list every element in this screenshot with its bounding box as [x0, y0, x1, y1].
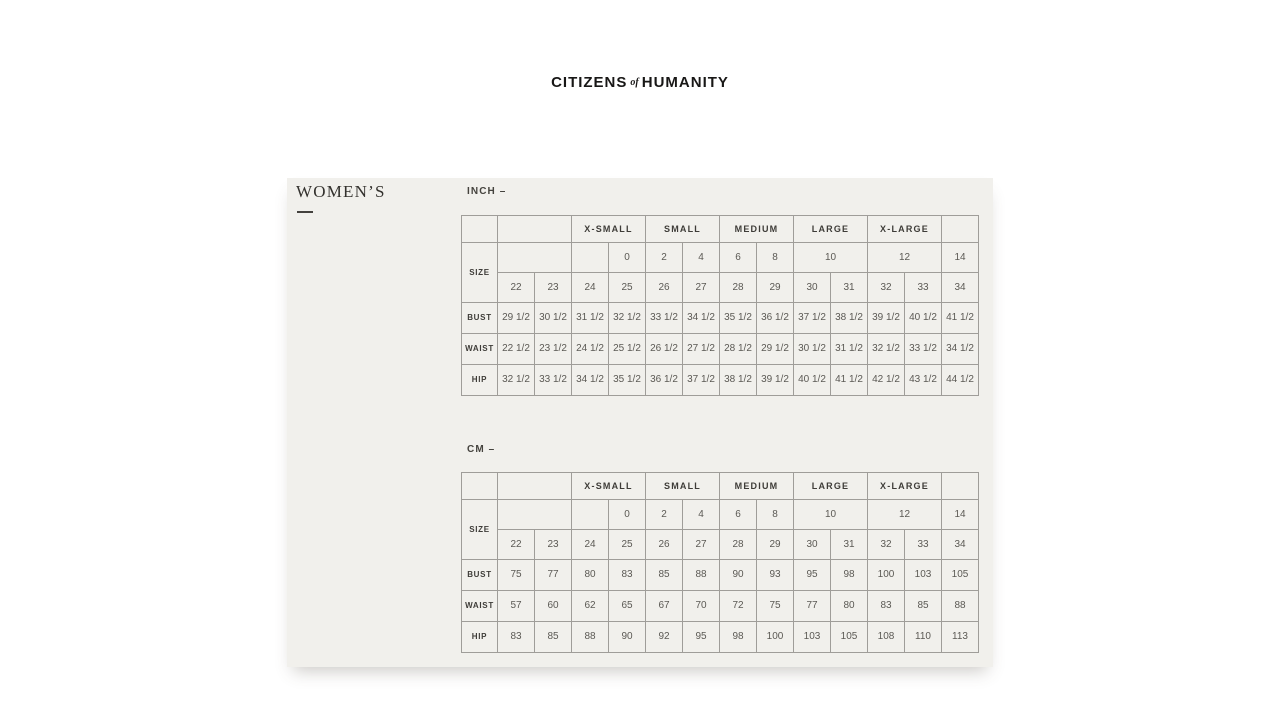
charts-area — [461, 178, 986, 667]
measurement-label-bust: BUST — [462, 560, 498, 591]
measurement-value-cell: 77 — [535, 560, 572, 591]
waist-size-23: 23 — [535, 530, 572, 560]
waist-size-30: 30 — [794, 273, 831, 303]
waist-size-30: 30 — [794, 530, 831, 560]
measurement-value-cell: 92 — [646, 622, 683, 653]
numeric-size-2: 2 — [646, 243, 683, 273]
measurement-value-cell: 57 — [498, 591, 535, 622]
waist-size-31: 31 — [831, 530, 868, 560]
measurement-value-cell: 98 — [720, 622, 757, 653]
measurement-value-cell: 34 1/2 — [572, 365, 609, 396]
waist-size-22: 22 — [498, 273, 535, 303]
inch-unit-label: INCH – — [467, 186, 507, 197]
size-group-x-large: X-LARGE — [868, 473, 942, 500]
numeric-size-10: 10 — [794, 243, 868, 273]
measurement-value-cell: 85 — [905, 591, 942, 622]
measurement-value-cell: 88 — [942, 591, 979, 622]
measurement-value-cell: 40 1/2 — [794, 365, 831, 396]
blank-cell — [498, 473, 572, 500]
measurement-value-cell: 44 1/2 — [942, 365, 979, 396]
measurement-value-cell: 29 1/2 — [498, 303, 535, 334]
blank-cell — [572, 500, 609, 530]
measurement-value-cell: 31 1/2 — [572, 303, 609, 334]
waist-size-29: 29 — [757, 530, 794, 560]
measurement-value-cell: 36 1/2 — [646, 365, 683, 396]
numeric-size-12: 12 — [868, 243, 942, 273]
measurement-label-hip: HIP — [462, 365, 498, 396]
numeric-size-2: 2 — [646, 500, 683, 530]
measurement-value-cell: 30 1/2 — [535, 303, 572, 334]
cm-waist-row — [462, 591, 979, 622]
blank-cell — [572, 243, 609, 273]
measurement-value-cell: 35 1/2 — [720, 303, 757, 334]
waist-size-32: 32 — [868, 273, 905, 303]
measurement-value-cell: 108 — [868, 622, 905, 653]
measurement-value-cell: 100 — [868, 560, 905, 591]
measurement-value-cell: 35 1/2 — [609, 365, 646, 396]
waist-size-23: 23 — [535, 273, 572, 303]
numeric-size-0: 0 — [609, 243, 646, 273]
measurement-value-cell: 80 — [831, 591, 868, 622]
cm-hip-row — [462, 622, 979, 653]
logo-text-of: of — [630, 77, 639, 88]
measurement-value-cell: 105 — [831, 622, 868, 653]
measurement-value-cell: 60 — [535, 591, 572, 622]
numeric-size-8: 8 — [757, 243, 794, 273]
measurement-value-cell: 43 1/2 — [905, 365, 942, 396]
size-group-x-small: X-SMALL — [572, 473, 646, 500]
numeric-size-8: 8 — [757, 500, 794, 530]
waist-size-31: 31 — [831, 273, 868, 303]
brand-logo — [0, 74, 1280, 91]
blank-cell — [498, 500, 572, 530]
measurement-value-cell: 103 — [905, 560, 942, 591]
logo-text-citizens: CITIZENS — [551, 74, 628, 91]
measurement-value-cell: 25 1/2 — [609, 334, 646, 365]
size-group-large: LARGE — [794, 216, 868, 243]
waist-size-32: 32 — [868, 530, 905, 560]
numeric-size-10: 10 — [794, 500, 868, 530]
measurement-value-cell: 27 1/2 — [683, 334, 720, 365]
waist-size-33: 33 — [905, 530, 942, 560]
measurement-value-cell: 32 1/2 — [868, 334, 905, 365]
measurement-value-cell: 39 1/2 — [757, 365, 794, 396]
measurement-value-cell: 40 1/2 — [905, 303, 942, 334]
size-group-medium: MEDIUM — [720, 473, 794, 500]
measurement-value-cell: 33 1/2 — [646, 303, 683, 334]
measurement-value-cell: 75 — [498, 560, 535, 591]
measurement-value-cell: 62 — [572, 591, 609, 622]
measurement-value-cell: 80 — [572, 560, 609, 591]
measurement-value-cell: 90 — [609, 622, 646, 653]
blank-cell — [462, 473, 498, 500]
waist-size-34: 34 — [942, 273, 979, 303]
size-group-medium: MEDIUM — [720, 216, 794, 243]
waist-size-25: 25 — [609, 530, 646, 560]
numeric-size-4: 4 — [683, 243, 720, 273]
measurement-value-cell: 85 — [535, 622, 572, 653]
measurement-value-cell: 88 — [683, 560, 720, 591]
measurement-value-cell: 98 — [831, 560, 868, 591]
measurement-value-cell: 95 — [794, 560, 831, 591]
numeric-size-14: 14 — [942, 243, 979, 273]
measurement-value-cell: 33 1/2 — [905, 334, 942, 365]
waist-size-26: 26 — [646, 530, 683, 560]
measurement-label-waist: WAIST — [462, 334, 498, 365]
measurement-value-cell: 32 1/2 — [498, 365, 535, 396]
measurement-value-cell: 30 1/2 — [794, 334, 831, 365]
waist-size-28: 28 — [720, 530, 757, 560]
cm-bust-row — [462, 560, 979, 591]
measurement-value-cell: 83 — [868, 591, 905, 622]
measurement-value-cell: 37 1/2 — [683, 365, 720, 396]
measurement-value-cell: 85 — [646, 560, 683, 591]
measurement-value-cell: 67 — [646, 591, 683, 622]
waist-size-22: 22 — [498, 530, 535, 560]
measurement-value-cell: 95 — [683, 622, 720, 653]
numeric-size-14: 14 — [942, 500, 979, 530]
waist-size-27: 27 — [683, 273, 720, 303]
blank-cell — [462, 216, 498, 243]
measurement-value-cell: 34 1/2 — [942, 334, 979, 365]
blank-cell — [498, 216, 572, 243]
measurement-value-cell: 75 — [757, 591, 794, 622]
measurement-value-cell: 83 — [498, 622, 535, 653]
waist-size-33: 33 — [905, 273, 942, 303]
numeric-size-12: 12 — [868, 500, 942, 530]
waist-size-25: 25 — [609, 273, 646, 303]
numeric-size-6: 6 — [720, 500, 757, 530]
size-group-x-large: X-LARGE — [868, 216, 942, 243]
logo-text-humanity: HUMANITY — [641, 74, 729, 91]
measurement-value-cell: 36 1/2 — [757, 303, 794, 334]
blank-cell — [942, 473, 979, 500]
measurement-value-cell: 31 1/2 — [831, 334, 868, 365]
cm-unit-label: CM – — [467, 444, 496, 455]
measurement-value-cell: 29 1/2 — [757, 334, 794, 365]
size-group-x-small: X-SMALL — [572, 216, 646, 243]
section-title-underline — [297, 211, 313, 213]
size-chart-panel — [287, 178, 993, 667]
measurement-value-cell: 93 — [757, 560, 794, 591]
inch-waist-row — [462, 334, 979, 365]
measurement-label-bust: BUST — [462, 303, 498, 334]
inch-size-table — [461, 215, 979, 396]
measurement-value-cell: 33 1/2 — [535, 365, 572, 396]
waist-size-29: 29 — [757, 273, 794, 303]
waist-size-24: 24 — [572, 530, 609, 560]
measurement-value-cell: 103 — [794, 622, 831, 653]
size-group-small: SMALL — [646, 216, 720, 243]
measurement-value-cell: 37 1/2 — [794, 303, 831, 334]
measurement-value-cell: 38 1/2 — [720, 365, 757, 396]
waist-size-27: 27 — [683, 530, 720, 560]
measurement-value-cell: 22 1/2 — [498, 334, 535, 365]
numeric-size-6: 6 — [720, 243, 757, 273]
measurement-value-cell: 113 — [942, 622, 979, 653]
measurement-value-cell: 38 1/2 — [831, 303, 868, 334]
measurement-value-cell: 83 — [609, 560, 646, 591]
measurement-value-cell: 41 1/2 — [942, 303, 979, 334]
measurement-label-waist: WAIST — [462, 591, 498, 622]
measurement-value-cell: 23 1/2 — [535, 334, 572, 365]
inch-hip-row — [462, 365, 979, 396]
measurement-value-cell: 70 — [683, 591, 720, 622]
measurement-value-cell: 42 1/2 — [868, 365, 905, 396]
measurement-label-hip: HIP — [462, 622, 498, 653]
waist-size-34: 34 — [942, 530, 979, 560]
measurement-value-cell: 65 — [609, 591, 646, 622]
numeric-size-4: 4 — [683, 500, 720, 530]
measurement-value-cell: 105 — [942, 560, 979, 591]
waist-size-24: 24 — [572, 273, 609, 303]
measurement-value-cell: 26 1/2 — [646, 334, 683, 365]
measurement-value-cell: 88 — [572, 622, 609, 653]
size-row-label: SIZE — [462, 500, 498, 560]
size-row-label: SIZE — [462, 243, 498, 303]
blank-cell — [942, 216, 979, 243]
measurement-value-cell: 90 — [720, 560, 757, 591]
blank-cell — [498, 243, 572, 273]
measurement-value-cell: 28 1/2 — [720, 334, 757, 365]
measurement-value-cell: 39 1/2 — [868, 303, 905, 334]
measurement-value-cell: 100 — [757, 622, 794, 653]
numeric-size-0: 0 — [609, 500, 646, 530]
cm-size-table — [461, 472, 979, 653]
measurement-value-cell: 32 1/2 — [609, 303, 646, 334]
size-group-small: SMALL — [646, 473, 720, 500]
measurement-value-cell: 72 — [720, 591, 757, 622]
measurement-value-cell: 77 — [794, 591, 831, 622]
inch-bust-row — [462, 303, 979, 334]
measurement-value-cell: 41 1/2 — [831, 365, 868, 396]
waist-size-26: 26 — [646, 273, 683, 303]
section-title-womens: WOMEN’S — [296, 182, 386, 201]
waist-size-28: 28 — [720, 273, 757, 303]
measurement-value-cell: 34 1/2 — [683, 303, 720, 334]
measurement-value-cell: 110 — [905, 622, 942, 653]
size-group-large: LARGE — [794, 473, 868, 500]
measurement-value-cell: 24 1/2 — [572, 334, 609, 365]
